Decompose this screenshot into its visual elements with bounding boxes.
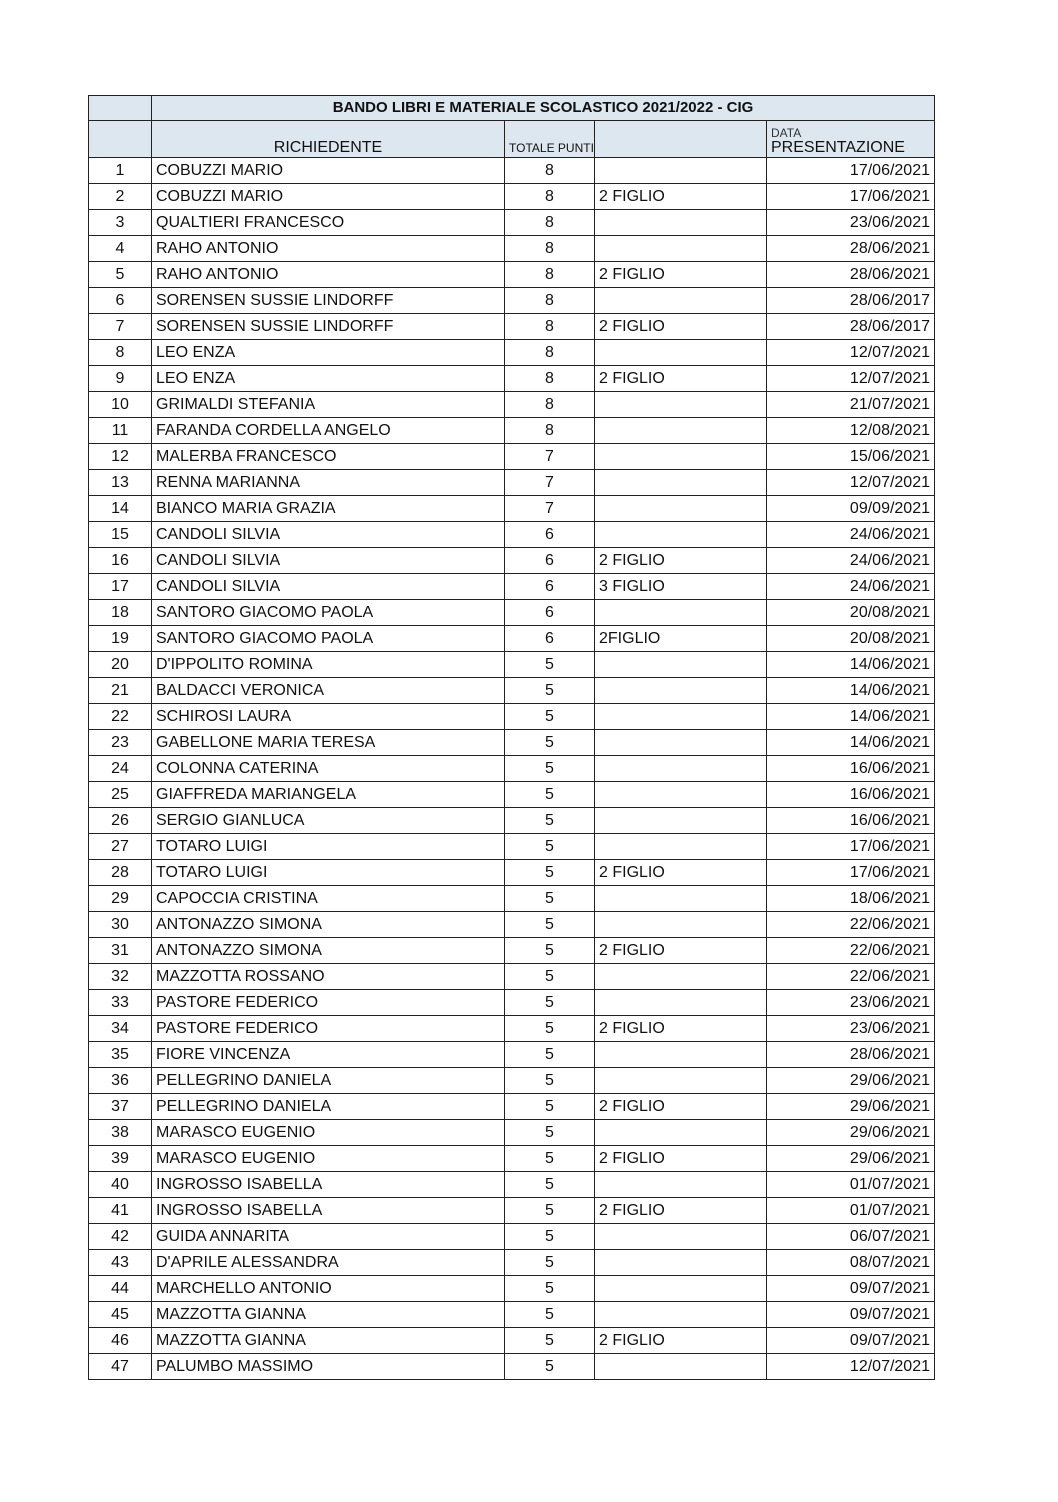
- submission-date: 17/06/2021: [767, 158, 935, 184]
- applicant-name: MAZZOTTA ROSSANO: [152, 964, 505, 990]
- submission-date: 21/07/2021: [767, 392, 935, 418]
- table-row: [89, 340, 935, 366]
- child-note: [595, 210, 767, 236]
- row-number: 6: [89, 288, 152, 314]
- applicant-name: PASTORE FEDERICO: [152, 1016, 505, 1042]
- table-row: [89, 1302, 935, 1328]
- total-points: 5: [505, 912, 595, 938]
- table-row: [89, 574, 935, 600]
- row-number: 46: [89, 1328, 152, 1354]
- row-number: 31: [89, 938, 152, 964]
- submission-date: 24/06/2021: [767, 574, 935, 600]
- child-note: [595, 990, 767, 1016]
- submission-date: 17/06/2021: [767, 860, 935, 886]
- child-note: [595, 470, 767, 496]
- child-note: 2 FIGLIO: [595, 860, 767, 886]
- submission-date: 28/06/2017: [767, 314, 935, 340]
- applicant-name: TOTARO LUIGI: [152, 860, 505, 886]
- row-number: 36: [89, 1068, 152, 1094]
- table-row: [89, 990, 935, 1016]
- applicant-name: CANDOLI SILVIA: [152, 548, 505, 574]
- table-row: [89, 262, 935, 288]
- applicant-name: MARCHELLO ANTONIO: [152, 1276, 505, 1302]
- child-note: [595, 730, 767, 756]
- total-points: 8: [505, 210, 595, 236]
- total-points: 5: [505, 1042, 595, 1068]
- submission-date: 09/09/2021: [767, 496, 935, 522]
- submission-date: 16/06/2021: [767, 756, 935, 782]
- child-note: [595, 678, 767, 704]
- submission-date: 28/06/2021: [767, 236, 935, 262]
- total-points: 8: [505, 288, 595, 314]
- total-points: 5: [505, 1016, 595, 1042]
- child-note: 2 FIGLIO: [595, 1146, 767, 1172]
- submission-date: 22/06/2021: [767, 938, 935, 964]
- submission-date: 12/07/2021: [767, 366, 935, 392]
- table-row: [89, 496, 935, 522]
- header-data-line1: DATA: [771, 127, 802, 139]
- applicant-name: LEO ENZA: [152, 366, 505, 392]
- submission-date: 12/08/2021: [767, 418, 935, 444]
- row-number: 26: [89, 808, 152, 834]
- total-points: 5: [505, 1198, 595, 1224]
- table-row: [89, 1016, 935, 1042]
- table-row: [89, 1328, 935, 1354]
- row-number: 45: [89, 1302, 152, 1328]
- row-number: 37: [89, 1094, 152, 1120]
- table-row: [89, 808, 935, 834]
- total-points: 5: [505, 730, 595, 756]
- applicant-name: COBUZZI MARIO: [152, 184, 505, 210]
- table-row: [89, 470, 935, 496]
- total-points: 5: [505, 1146, 595, 1172]
- header-data-presentazione: [767, 121, 935, 158]
- submission-date: 09/07/2021: [767, 1328, 935, 1354]
- table-row: [89, 938, 935, 964]
- table-row: [89, 600, 935, 626]
- row-number: 35: [89, 1042, 152, 1068]
- row-number: 2: [89, 184, 152, 210]
- applicant-name: GRIMALDI STEFANIA: [152, 392, 505, 418]
- submission-date: 09/07/2021: [767, 1302, 935, 1328]
- total-points: 8: [505, 262, 595, 288]
- child-note: [595, 600, 767, 626]
- applicant-name: SANTORO GIACOMO PAOLA: [152, 600, 505, 626]
- submission-date: 23/06/2021: [767, 1016, 935, 1042]
- total-points: 5: [505, 834, 595, 860]
- row-number: 18: [89, 600, 152, 626]
- child-note: [595, 158, 767, 184]
- submission-date: 08/07/2021: [767, 1250, 935, 1276]
- child-note: [595, 1068, 767, 1094]
- row-number: 47: [89, 1354, 152, 1380]
- table-row: [89, 210, 935, 236]
- row-number: 3: [89, 210, 152, 236]
- table-row: [89, 418, 935, 444]
- total-points: 5: [505, 1068, 595, 1094]
- submission-date: 22/06/2021: [767, 964, 935, 990]
- submission-date: 01/07/2021: [767, 1172, 935, 1198]
- submission-date: 15/06/2021: [767, 444, 935, 470]
- header-richiedente: RICHIEDENTE: [152, 121, 505, 158]
- applicant-name: GABELLONE MARIA TERESA: [152, 730, 505, 756]
- submission-date: 14/06/2021: [767, 730, 935, 756]
- table-row: [89, 652, 935, 678]
- child-note: 2 FIGLIO: [595, 1198, 767, 1224]
- row-number: 20: [89, 652, 152, 678]
- row-number: 1: [89, 158, 152, 184]
- total-points: 6: [505, 574, 595, 600]
- applicant-name: MAZZOTTA GIANNA: [152, 1328, 505, 1354]
- applicant-name: ANTONAZZO SIMONA: [152, 912, 505, 938]
- table-row: [89, 1198, 935, 1224]
- submission-date: 17/06/2021: [767, 834, 935, 860]
- applicant-name: CAPOCCIA CRISTINA: [152, 886, 505, 912]
- total-points: 5: [505, 756, 595, 782]
- child-note: [595, 964, 767, 990]
- child-note: 2 FIGLIO: [595, 1094, 767, 1120]
- table-row: [89, 860, 935, 886]
- title-blank-cell: [89, 96, 152, 121]
- total-points: 5: [505, 1172, 595, 1198]
- child-note: [595, 782, 767, 808]
- table-row: [89, 184, 935, 210]
- applicant-name: RENNA MARIANNA: [152, 470, 505, 496]
- table-row: [89, 1120, 935, 1146]
- submission-date: 28/06/2017: [767, 288, 935, 314]
- table-row: [89, 1224, 935, 1250]
- child-note: [595, 704, 767, 730]
- submission-date: 22/06/2021: [767, 912, 935, 938]
- total-points: 8: [505, 392, 595, 418]
- total-points: 8: [505, 340, 595, 366]
- child-note: [595, 912, 767, 938]
- total-points: 8: [505, 158, 595, 184]
- applicant-name: ANTONAZZO SIMONA: [152, 938, 505, 964]
- total-points: 6: [505, 600, 595, 626]
- applicant-name: GIAFFREDA MARIANGELA: [152, 782, 505, 808]
- row-number: 32: [89, 964, 152, 990]
- child-note: [595, 1042, 767, 1068]
- child-note: [595, 1276, 767, 1302]
- row-number: 16: [89, 548, 152, 574]
- child-note: [595, 1354, 767, 1380]
- total-points: 8: [505, 366, 595, 392]
- table-row: [89, 704, 935, 730]
- table-row: [89, 158, 935, 184]
- document-title: BANDO LIBRI E MATERIALE SCOLASTICO 2021/2022 - CIG: [152, 96, 935, 121]
- submission-date: 24/06/2021: [767, 522, 935, 548]
- row-number: 42: [89, 1224, 152, 1250]
- row-number: 30: [89, 912, 152, 938]
- row-number: 40: [89, 1172, 152, 1198]
- child-note: [595, 834, 767, 860]
- document-page: [88, 95, 936, 1380]
- applicant-name: SORENSEN SUSSIE LINDORFF: [152, 314, 505, 340]
- row-number: 38: [89, 1120, 152, 1146]
- row-number: 15: [89, 522, 152, 548]
- row-number: 33: [89, 990, 152, 1016]
- applicant-name: MALERBA FRANCESCO: [152, 444, 505, 470]
- submission-date: 16/06/2021: [767, 808, 935, 834]
- child-note: 3 FIGLIO: [595, 574, 767, 600]
- child-note: 2FIGLIO: [595, 626, 767, 652]
- row-number: 43: [89, 1250, 152, 1276]
- child-note: [595, 886, 767, 912]
- child-note: 2 FIGLIO: [595, 548, 767, 574]
- row-number: 44: [89, 1276, 152, 1302]
- header-blank-cell: [89, 121, 152, 158]
- total-points: 5: [505, 1120, 595, 1146]
- total-points: 5: [505, 964, 595, 990]
- table-row: [89, 1068, 935, 1094]
- total-points: 5: [505, 860, 595, 886]
- table-row: [89, 730, 935, 756]
- child-note: [595, 444, 767, 470]
- child-note: [595, 288, 767, 314]
- applicant-name: BALDACCI VERONICA: [152, 678, 505, 704]
- submission-date: 29/06/2021: [767, 1146, 935, 1172]
- total-points: 5: [505, 1276, 595, 1302]
- table-row: [89, 1276, 935, 1302]
- table-row: [89, 834, 935, 860]
- applicant-name: MAZZOTTA GIANNA: [152, 1302, 505, 1328]
- row-number: 25: [89, 782, 152, 808]
- applicant-name: RAHO ANTONIO: [152, 236, 505, 262]
- row-number: 34: [89, 1016, 152, 1042]
- total-points: 6: [505, 522, 595, 548]
- header-row: [89, 121, 935, 158]
- submission-date: 14/06/2021: [767, 704, 935, 730]
- row-number: 8: [89, 340, 152, 366]
- header-totale-punti: TOTALE PUNTI: [505, 121, 595, 158]
- table-row: [89, 314, 935, 340]
- applicant-name: D'IPPOLITO ROMINA: [152, 652, 505, 678]
- submission-date: 06/07/2021: [767, 1224, 935, 1250]
- total-points: 8: [505, 314, 595, 340]
- row-number: 17: [89, 574, 152, 600]
- row-number: 13: [89, 470, 152, 496]
- submission-date: 18/06/2021: [767, 886, 935, 912]
- child-note: [595, 418, 767, 444]
- table-row: [89, 1146, 935, 1172]
- total-points: 8: [505, 184, 595, 210]
- applicant-name: BIANCO MARIA GRAZIA: [152, 496, 505, 522]
- total-points: 6: [505, 548, 595, 574]
- total-points: 5: [505, 1224, 595, 1250]
- submission-date: 12/07/2021: [767, 1354, 935, 1380]
- child-note: [595, 236, 767, 262]
- submission-date: 01/07/2021: [767, 1198, 935, 1224]
- submission-date: 23/06/2021: [767, 990, 935, 1016]
- table-row: [89, 886, 935, 912]
- child-note: 2 FIGLIO: [595, 262, 767, 288]
- applicant-name: PELLEGRINO DANIELA: [152, 1068, 505, 1094]
- child-note: [595, 652, 767, 678]
- applicant-name: TOTARO LUIGI: [152, 834, 505, 860]
- table-row: [89, 392, 935, 418]
- total-points: 5: [505, 652, 595, 678]
- child-note: 2 FIGLIO: [595, 184, 767, 210]
- table-row: [89, 678, 935, 704]
- table-row: [89, 1250, 935, 1276]
- submission-date: 09/07/2021: [767, 1276, 935, 1302]
- applicant-name: PELLEGRINO DANIELA: [152, 1094, 505, 1120]
- table-row: [89, 1094, 935, 1120]
- submission-date: 24/06/2021: [767, 548, 935, 574]
- applicant-name: CANDOLI SILVIA: [152, 522, 505, 548]
- header-data-line2: PRESENTAZIONE: [771, 139, 905, 156]
- total-points: 5: [505, 886, 595, 912]
- header-note-blank: [595, 121, 767, 158]
- child-note: 2 FIGLIO: [595, 1328, 767, 1354]
- submission-date: 28/06/2021: [767, 262, 935, 288]
- submission-date: 14/06/2021: [767, 652, 935, 678]
- row-number: 11: [89, 418, 152, 444]
- applicant-name: COLONNA CATERINA: [152, 756, 505, 782]
- row-number: 39: [89, 1146, 152, 1172]
- applicant-name: PASTORE FEDERICO: [152, 990, 505, 1016]
- row-number: 10: [89, 392, 152, 418]
- total-points: 5: [505, 1302, 595, 1328]
- applicant-name: SERGIO GIANLUCA: [152, 808, 505, 834]
- submission-date: 28/06/2021: [767, 1042, 935, 1068]
- row-number: 22: [89, 704, 152, 730]
- child-note: [595, 522, 767, 548]
- row-number: 24: [89, 756, 152, 782]
- child-note: [595, 1120, 767, 1146]
- child-note: [595, 1302, 767, 1328]
- submission-date: 29/06/2021: [767, 1068, 935, 1094]
- total-points: 7: [505, 470, 595, 496]
- total-points: 6: [505, 626, 595, 652]
- submission-date: 12/07/2021: [767, 340, 935, 366]
- applicant-name: FIORE VINCENZA: [152, 1042, 505, 1068]
- child-note: 2 FIGLIO: [595, 314, 767, 340]
- table-row: [89, 626, 935, 652]
- applicant-name: QUALTIERI FRANCESCO: [152, 210, 505, 236]
- applicant-name: FARANDA CORDELLA ANGELO: [152, 418, 505, 444]
- total-points: 5: [505, 704, 595, 730]
- row-number: 4: [89, 236, 152, 262]
- row-number: 23: [89, 730, 152, 756]
- applicant-name: MARASCO EUGENIO: [152, 1120, 505, 1146]
- row-number: 21: [89, 678, 152, 704]
- submission-date: 16/06/2021: [767, 782, 935, 808]
- child-note: [595, 392, 767, 418]
- child-note: [595, 340, 767, 366]
- applicant-name: INGROSSO ISABELLA: [152, 1172, 505, 1198]
- applicant-name: SORENSEN SUSSIE LINDORFF: [152, 288, 505, 314]
- applicant-name: INGROSSO ISABELLA: [152, 1198, 505, 1224]
- table-row: [89, 236, 935, 262]
- child-note: 2 FIGLIO: [595, 366, 767, 392]
- row-number: 7: [89, 314, 152, 340]
- row-number: 14: [89, 496, 152, 522]
- total-points: 5: [505, 1354, 595, 1380]
- total-points: 5: [505, 678, 595, 704]
- applicant-name: D'APRILE ALESSANDRA: [152, 1250, 505, 1276]
- submission-date: 23/06/2021: [767, 210, 935, 236]
- total-points: 5: [505, 1094, 595, 1120]
- row-number: 12: [89, 444, 152, 470]
- child-note: [595, 1224, 767, 1250]
- table-row: [89, 288, 935, 314]
- applicant-name: COBUZZI MARIO: [152, 158, 505, 184]
- row-number: 9: [89, 366, 152, 392]
- submission-date: 20/08/2021: [767, 626, 935, 652]
- child-note: [595, 1250, 767, 1276]
- applicant-name: CANDOLI SILVIA: [152, 574, 505, 600]
- total-points: 5: [505, 808, 595, 834]
- child-note: [595, 496, 767, 522]
- submission-date: 14/06/2021: [767, 678, 935, 704]
- title-row: [89, 96, 935, 121]
- table-row: [89, 1354, 935, 1380]
- table-row: [89, 782, 935, 808]
- table-row: [89, 444, 935, 470]
- total-points: 5: [505, 938, 595, 964]
- row-number: 27: [89, 834, 152, 860]
- total-points: 5: [505, 1328, 595, 1354]
- total-points: 5: [505, 1250, 595, 1276]
- applicants-table: [88, 95, 935, 1380]
- child-note: 2 FIGLIO: [595, 938, 767, 964]
- total-points: 5: [505, 990, 595, 1016]
- table-row: [89, 366, 935, 392]
- applicant-name: GUIDA ANNARITA: [152, 1224, 505, 1250]
- total-points: 8: [505, 418, 595, 444]
- child-note: [595, 808, 767, 834]
- table-row: [89, 522, 935, 548]
- submission-date: 12/07/2021: [767, 470, 935, 496]
- row-number: 19: [89, 626, 152, 652]
- submission-date: 29/06/2021: [767, 1094, 935, 1120]
- applicant-name: PALUMBO MASSIMO: [152, 1354, 505, 1380]
- table-row: [89, 756, 935, 782]
- child-note: [595, 756, 767, 782]
- table-row: [89, 1172, 935, 1198]
- applicant-name: MARASCO EUGENIO: [152, 1146, 505, 1172]
- applicant-name: RAHO ANTONIO: [152, 262, 505, 288]
- child-note: [595, 1172, 767, 1198]
- row-number: 5: [89, 262, 152, 288]
- submission-date: 20/08/2021: [767, 600, 935, 626]
- table-row: [89, 548, 935, 574]
- row-number: 28: [89, 860, 152, 886]
- applicant-name: LEO ENZA: [152, 340, 505, 366]
- table-row: [89, 912, 935, 938]
- row-number: 29: [89, 886, 152, 912]
- submission-date: 29/06/2021: [767, 1120, 935, 1146]
- applicant-name: SCHIROSI LAURA: [152, 704, 505, 730]
- total-points: 7: [505, 496, 595, 522]
- child-note: 2 FIGLIO: [595, 1016, 767, 1042]
- total-points: 7: [505, 444, 595, 470]
- table-row: [89, 1042, 935, 1068]
- table-row: [89, 964, 935, 990]
- row-number: 41: [89, 1198, 152, 1224]
- total-points: 8: [505, 236, 595, 262]
- submission-date: 17/06/2021: [767, 184, 935, 210]
- applicant-name: SANTORO GIACOMO PAOLA: [152, 626, 505, 652]
- total-points: 5: [505, 782, 595, 808]
